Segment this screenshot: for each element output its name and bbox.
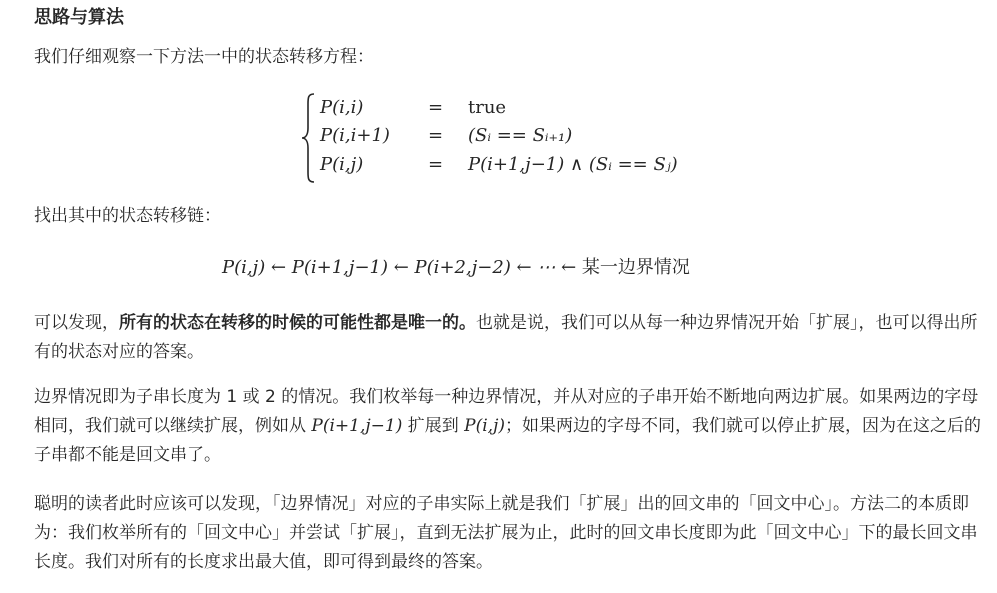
transition-chain (222, 254, 690, 282)
boundary-text-b: 扩展到 (402, 416, 465, 436)
observation-paragraph (34, 309, 989, 367)
boundary-text-a: 边界情况即为子串长度为 1 或 2 的情况。我们枚举每一种边界情况，并从对应的子串开始不断地向两边扩展。如果两边的字母相同，我们就可以继续扩展，例如从 (34, 387, 979, 436)
equation-rhs: true (468, 97, 507, 118)
equation-row (320, 151, 730, 179)
equation-rhs: P(i+1,j−1) ∧ (Sᵢ == Sⱼ) (468, 154, 678, 175)
boundary-text-c: ；如果两边的字母不同，我们就可以停止扩展，因为在这之后的子串都不能是回文串了。 (34, 416, 981, 465)
intro-paragraph: 我们仔细观察一下方法一中的状态转移方程： (34, 47, 374, 67)
equation-op: = (428, 154, 444, 175)
equation-row (320, 122, 730, 150)
chain-formula: P(i,j) ← P(i+1,j−1) ← P(i+2,j−2) ← ⋯ ← (222, 257, 582, 278)
observation-emphasis: 所有的状态在转移的时候的可能性都是唯一的。 (119, 313, 476, 333)
boundary-paragraph (34, 383, 989, 470)
boundary-math-1: P(i+1,j−1) (311, 416, 403, 436)
equation-lhs: P(i,i) (320, 97, 364, 118)
observation-lead: 可以发现， (34, 313, 119, 333)
equation-op: = (428, 125, 444, 146)
chain-intro-paragraph: 找出其中的状态转移链： (34, 206, 221, 226)
equation-rhs: (Sᵢ == Sᵢ₊₁) (468, 125, 573, 146)
observation-rest: 也就是说，我们可以从每一种边界情况开始「扩展」，也可以得出所有的状态对应的答案。 (34, 313, 978, 362)
equation-row (320, 94, 730, 122)
equation-lhs: P(i,j) (320, 154, 364, 175)
section-heading: 思路与算法 (34, 7, 124, 28)
equation-op: = (428, 97, 444, 118)
equation-block (300, 92, 730, 184)
equation-lhs: P(i,i+1) (320, 125, 390, 146)
chain-tail: 某一边界情况 (581, 257, 690, 278)
left-brace-icon (300, 92, 316, 184)
boundary-math-2: P(i,j) (464, 416, 505, 436)
conclusion-paragraph: 聪明的读者此时应该可以发现，「边界情况」对应的子串实际上就是我们「扩展」出的回文串的「回文中心」。方法二的本质即为：我们枚举所有的「回文中心」并尝试「扩展」，直到无法扩展为止，此时的回文串长度即为此「回文中心」下的最长回文串长度。我们对所有的长度求出最大值，即可得到最终的答案。 (34, 494, 978, 572)
